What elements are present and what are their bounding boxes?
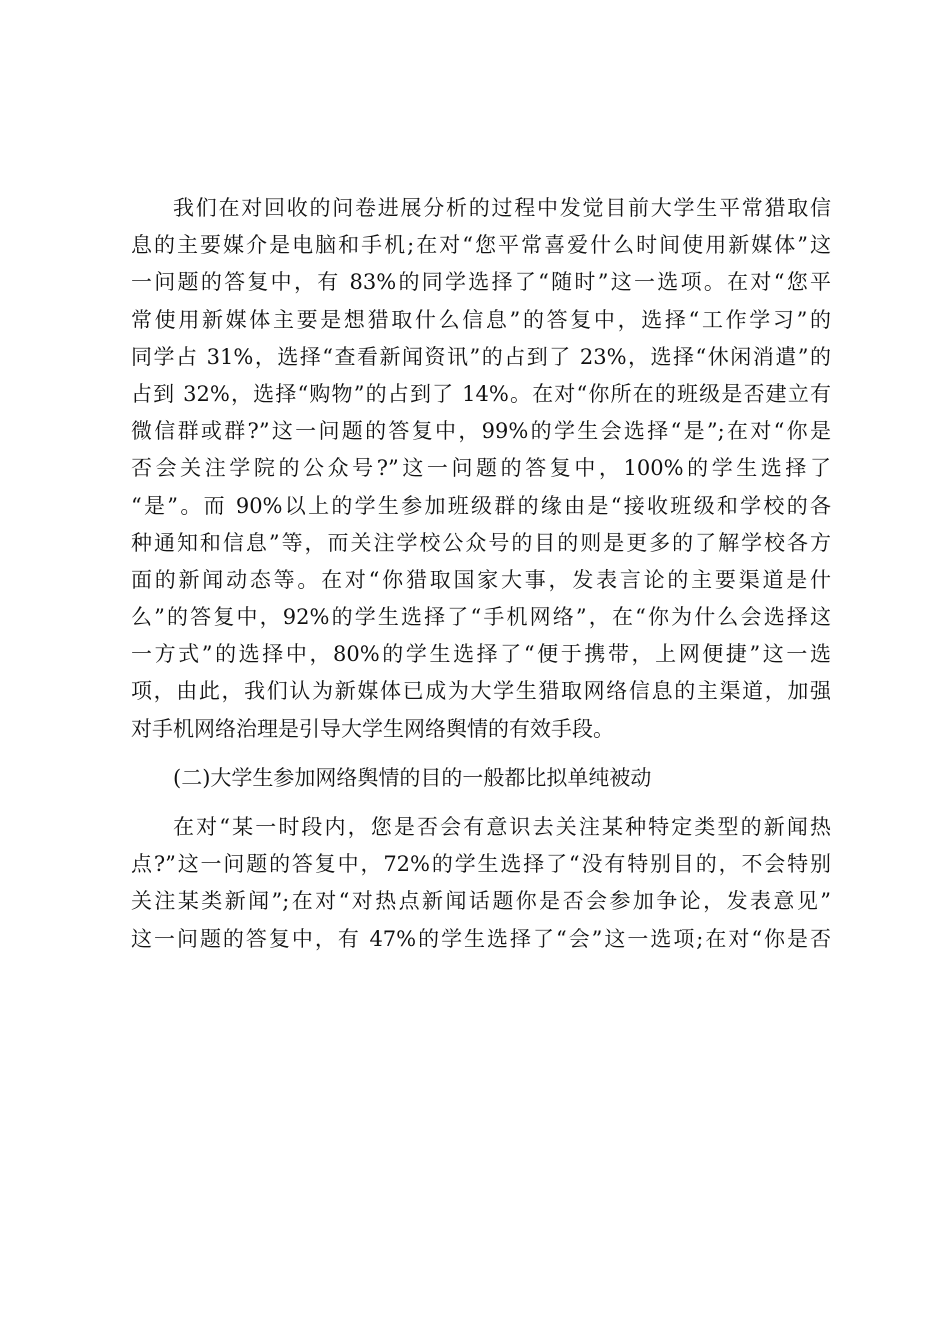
paragraph-line: “是”。而 90%以上的学生参加班级群的缘由是“接收班级和学校的各	[131, 493, 831, 518]
paragraph-line: 否会关注学院的公众号?”这一问题的答复中，100%的学生选择了	[131, 456, 831, 481]
paragraph-line: 对手机网络治理是引导大学生网络舆情的有效手段。	[131, 716, 614, 741]
paragraph-line: 息的主要媒介是电脑和手机;在对“您平常喜爱什么时间使用新媒体”这	[131, 233, 831, 258]
document-body	[131, 190, 831, 958]
paragraph-1	[131, 190, 831, 748]
paragraph-line: 常使用新媒体主要是想猎取什么信息”的答复中，选择“工作学习”的	[131, 307, 831, 332]
paragraph-line: 点?”这一问题的答复中，72%的学生选择了“没有特别目的，不会特别	[131, 852, 831, 877]
paragraph-2	[131, 809, 831, 958]
paragraph-line: 占到 32%，选择“购物”的占到了 14%。在对“你所在的班级是否建立有	[131, 381, 831, 406]
paragraph-spacer	[131, 748, 831, 760]
paragraph-line: 这一问题的答复中，有 47%的学生选择了“会”这一选项;在对“你是否	[131, 926, 831, 951]
paragraph-line: 同学占 31%，选择“查看新闻资讯”的占到了 23%，选择“休闲消遣”的	[131, 344, 831, 369]
paragraph-line: 关注某类新闻”;在对“对热点新闻话题你是否会参加争论，发表意见”	[131, 889, 831, 914]
paragraph-line: 项，由此，我们认为新媒体已成为大学生猎取网络信息的主渠道，加强	[131, 679, 831, 704]
paragraph-line: 种通知和信息”等，而关注学校公众号的目的则是更多的了解学校各方	[131, 530, 831, 555]
paragraph-line: 微信群或群?”这一问题的答复中，99%的学生会选择“是”;在对“你是	[131, 419, 831, 444]
section-heading: (二)大学生参加网络舆情的目的一般都比拟单纯被动	[173, 765, 652, 790]
paragraph-line: 面的新闻动态等。在对“你猎取国家大事，发表言论的主要渠道是什	[131, 567, 831, 592]
paragraph-line: 我们在对回收的问卷进展分析的过程中发觉目前大学生平常猎取信	[173, 196, 831, 220]
paragraph-line: 一方式”的选择中，80%的学生选择了“便于携带，上网便捷”这一选	[131, 642, 831, 667]
paragraph-line: 在对“某一时段内，您是否会有意识去关注某种特定类型的新闻热	[173, 815, 831, 839]
paragraph-spacer	[131, 797, 831, 809]
paragraph-line: 一问题的答复中，有 83%的同学选择了“随时”这一选项。在对“您平	[131, 270, 831, 295]
paragraph-line: 么”的答复中，92%的学生选择了“手机网络”，在“你为什么会选择这	[131, 605, 831, 630]
